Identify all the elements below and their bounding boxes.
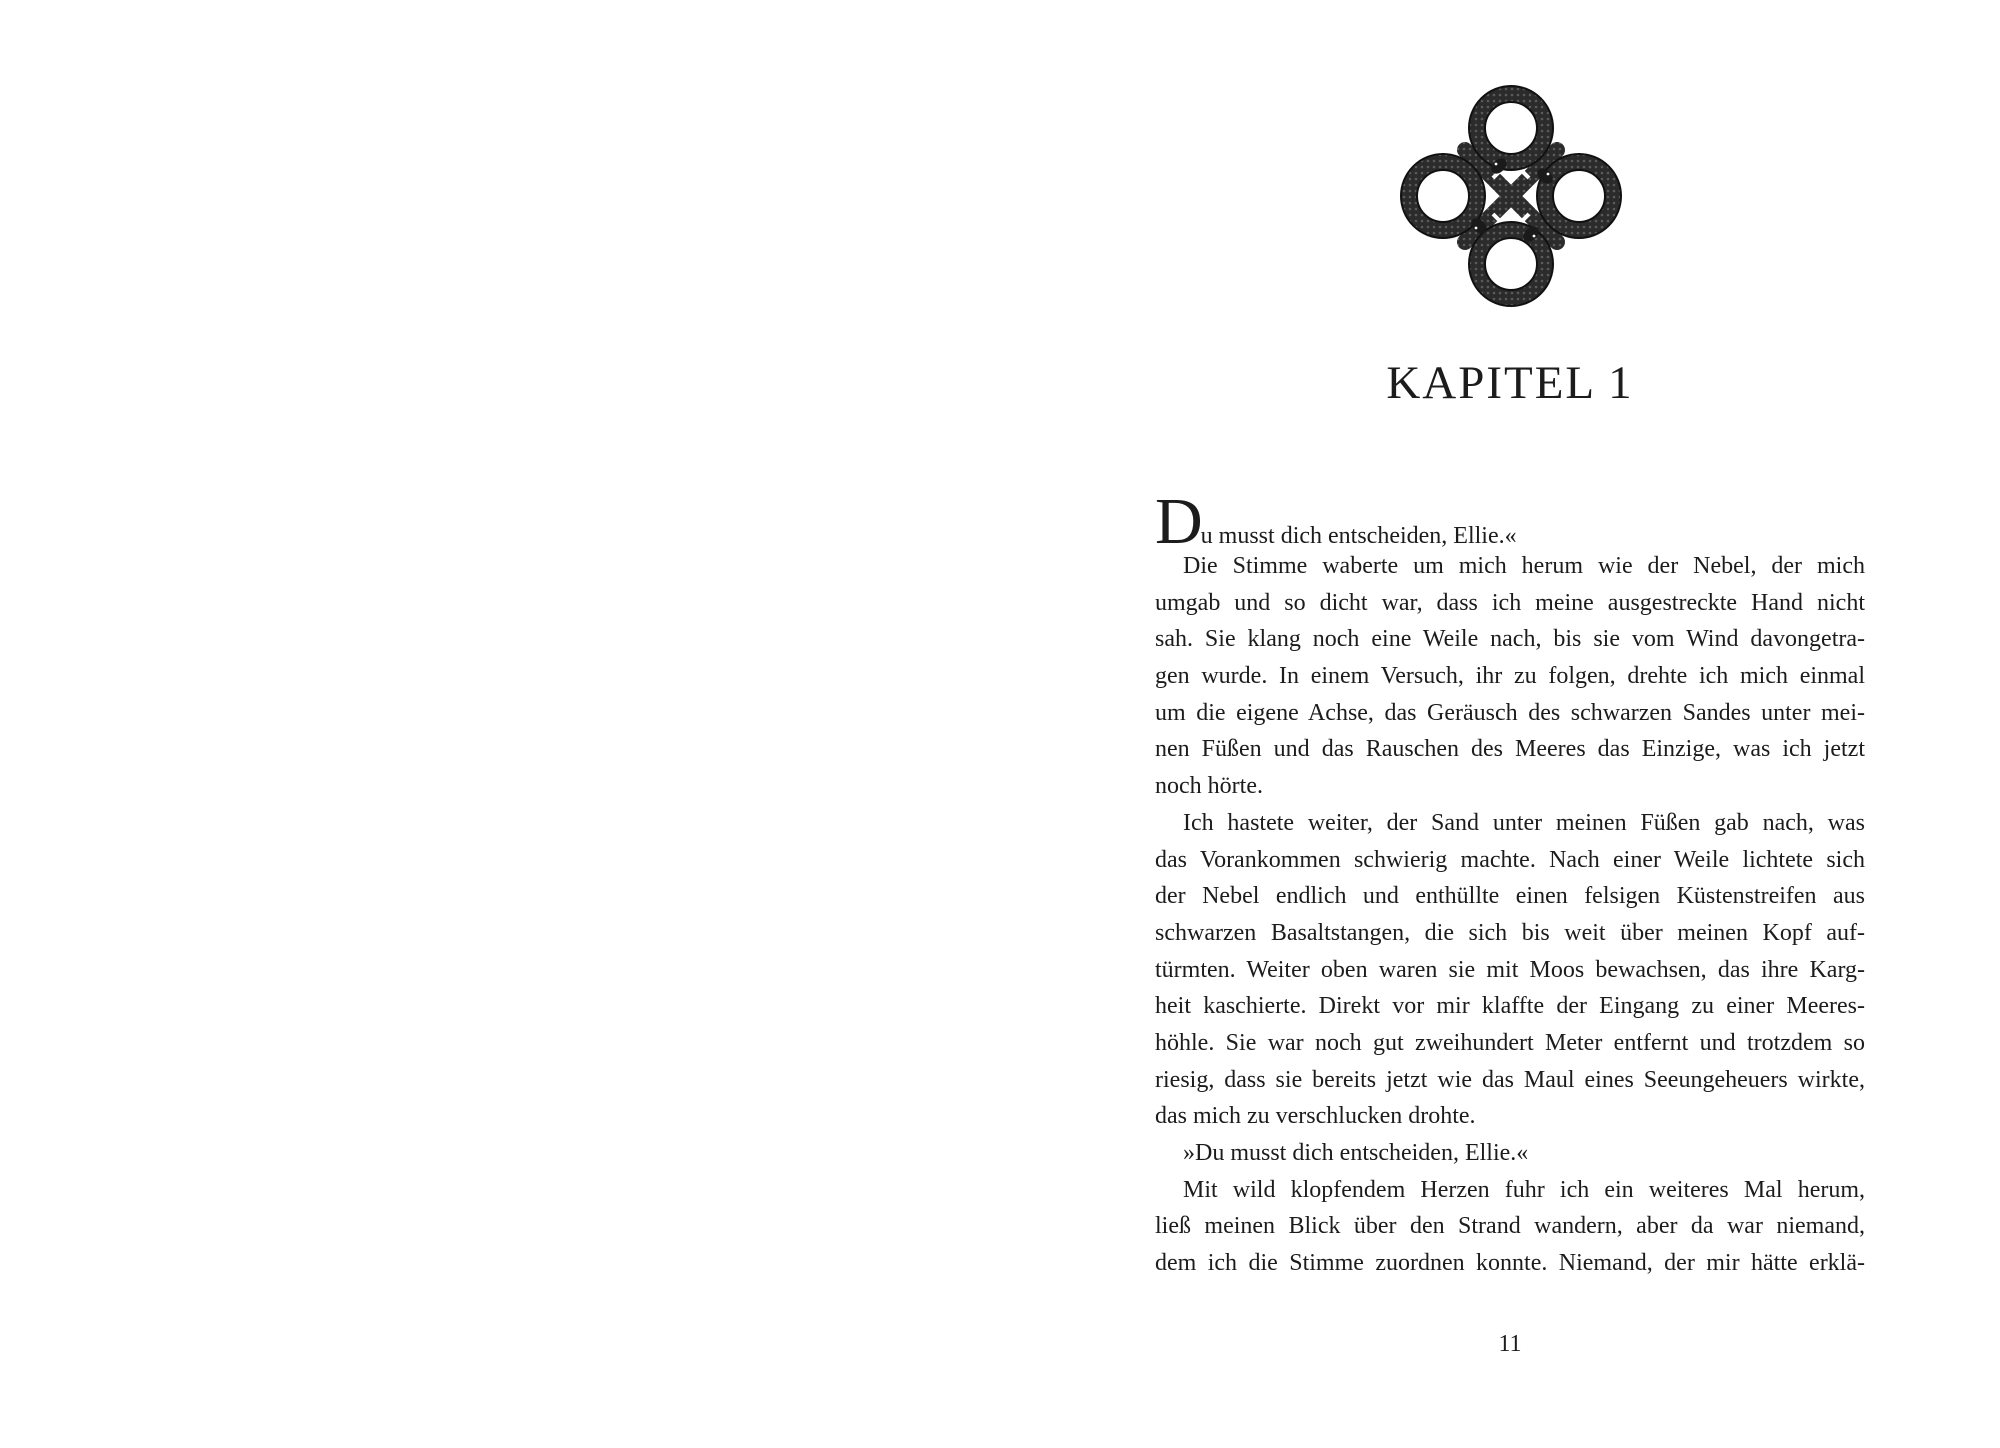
text-line: »Du musst dich entscheiden, Ellie.« xyxy=(1183,1140,1529,1166)
text-line: gen wurde. In einem Versuch, ihr zu folgen, drehte ich mich einmal xyxy=(1155,663,1865,690)
page-number: 11 xyxy=(1498,1331,1522,1357)
text-line: Mit wild klopfendem Herzen fuhr ich ein weiteres Mal herum, xyxy=(1183,1176,1865,1203)
first-line xyxy=(1155,485,1865,558)
text-line: noch hörte. xyxy=(1155,773,1263,800)
text-line: riesig, dass sie bereits jetzt wie das Maul eines Seeungeheuers wirkte, xyxy=(1155,1066,1865,1093)
text-line: türmten. Weiter oben waren sie mit Moos bewachsen, das ihre Karg- xyxy=(1155,956,1865,983)
text-line: um die eigene Achse, das Geräusch des schwarzen Sandes unter mei- xyxy=(1155,699,1865,726)
chapter-title: KAPITEL 1 xyxy=(1386,357,1634,409)
first-line-text: u musst dich entscheiden, Ellie.« xyxy=(1200,523,1517,549)
chapter-body-text xyxy=(1155,485,1865,1282)
text-line: sah. Sie klang noch eine Weile nach, bis sie vom Wind davongetra- xyxy=(1155,626,1865,653)
text-line: höhle. Sie war noch gut zweihundert Meter entfernt und trotzdem so xyxy=(1155,1029,1865,1056)
text-line: umgab und so dicht war, dass ich meine ausgestreckte Hand nicht xyxy=(1155,589,1865,616)
text-line: Ich hastete weiter, der Sand unter meinen Füßen gab nach, was xyxy=(1183,809,1865,836)
text-line: nen Füßen und das Rauschen des Meeres das Einzige, was ich jetzt xyxy=(1155,736,1865,763)
text-line: schwarzen Basaltstangen, die sich bis weit über meinen Kopf auf- xyxy=(1155,919,1865,946)
text-line: heit kaschierte. Direkt vor mir klaffte der Eingang zu einer Meeres- xyxy=(1155,993,1865,1020)
text-line: das Vorankommen schwierig machte. Nach einer Weile lichtete sich xyxy=(1155,846,1865,873)
serpent-knot-icon xyxy=(1395,80,1627,312)
text-line: Die Stimme waberte um mich herum wie der Nebel, der mich xyxy=(1183,553,1865,579)
drop-cap: D xyxy=(1155,485,1201,558)
text-line: das mich zu verschlucken drohte. xyxy=(1155,1103,1476,1130)
text-line: ließ meinen Blick über den Strand wandern, aber da war niemand, xyxy=(1155,1213,1865,1240)
text-line: der Nebel endlich und enthüllte einen felsigen Küstenstreifen aus xyxy=(1155,883,1865,910)
text-line: dem ich die Stimme zuordnen konnte. Niemand, der mir hätte erklä- xyxy=(1155,1250,1865,1277)
